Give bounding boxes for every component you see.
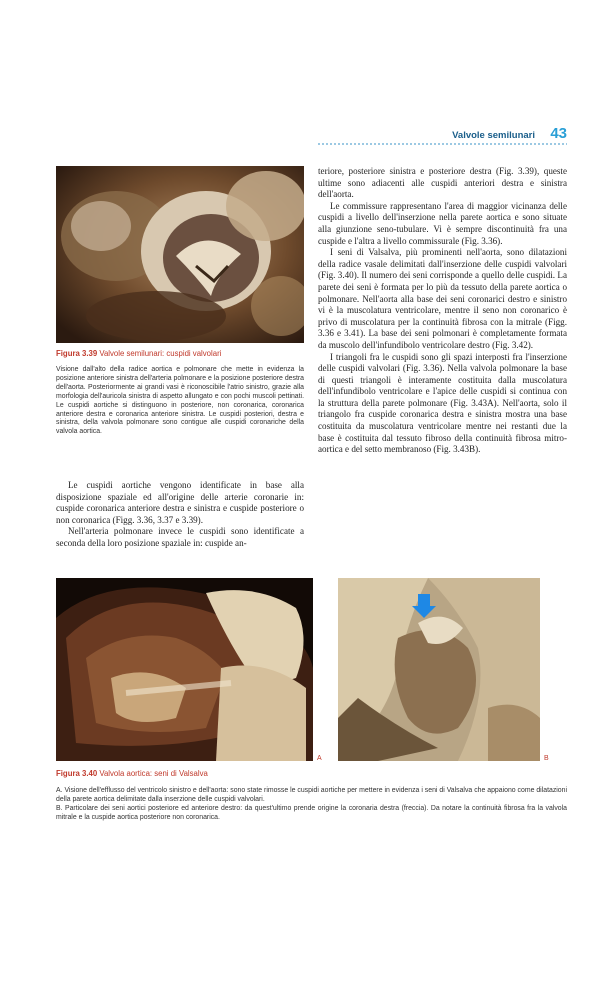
figure-3-40-description <box>56 787 567 823</box>
figure-3-40-description-a: A. Visione dell'efflusso del ventricolo sinistro e dell'aorta: sono state rimosse le cuspidi aortiche per mettere in evidenza i seni di Valsalva che appaiono come dilatazioni della parete aortica delimitate dalla inserzione delle cuspidi valvolari. <box>56 787 567 803</box>
figure-3-40-panel-b-letter: B <box>544 755 549 762</box>
figure-3-39-description <box>56 366 304 437</box>
figure-3-40-label: Figura 3.40 <box>56 769 98 778</box>
right-column <box>318 166 567 456</box>
figure-3-40-photo-b <box>338 578 540 761</box>
right-paragraph-2: Le commissure rappresentano l'area di maggior vicinanza delle cuspidi a livello dell'inserzione nella parete aortica e sono situate alla giunzione seno-tubulare. Vi è sempre discontinuità fra una cuspide e l'altra a livello commissurale (Fig. 3.36). <box>318 200 567 246</box>
right-paragraph-1: teriore, posteriore sinistra e posteriore destra (Fig. 3.39), queste ultime sono adiacenti alle cuspidi anteriori destra e sinistra dell'aorta. <box>318 166 567 200</box>
figure-3-40-photo-a <box>56 578 313 761</box>
left-paragraph-2: Nell'arteria polmonare invece le cuspidi sono identificate a seconda della loro posizione spaziale in: cuspide an- <box>56 526 304 548</box>
right-paragraph-4: I triangoli fra le cuspidi sono gli spazi interposti fra l'inserzione delle cuspidi valvolari (Fig. 3.36). Nella valvola polmonare la base di questi triangoli è interamente costituita dalla muscolatura dell'infundibolo ventricolare e l'apice delle cuspidi si continua con la struttura della parete polmonare (Fig. 3.43A). Nell'aorta, solo il triangolo fra cuspide coronarica destra e sinistra mostra una base costituita da muscolatura ventricolare mentre nei restanti due la base è costituita dal tessuto fibroso della continuità fibrosa mitro-aortica e del setto membranoso (Fig. 3.43B). <box>318 351 567 455</box>
left-paragraph-1: Le cuspidi aortiche vengono identificate in base alla disposizione spaziale ed all'origine delle arterie coronarie in: cuspide coronarica anteriore destra e sinistra e cuspide posteriore o non coronarica (Figg. 3.36, 3.37 e 3.39). <box>56 480 304 525</box>
page-number: 43 <box>550 125 567 142</box>
left-column <box>56 480 304 550</box>
figure-3-39-caption-title <box>56 349 221 358</box>
figure-3-39-label: Figura 3.39 <box>56 349 98 358</box>
running-header <box>0 127 605 147</box>
figure-3-40-title: Valvola aortica: seni di Valsalva <box>99 769 208 778</box>
figure-3-39-photo <box>56 166 304 343</box>
figure-3-40-description-b: B. Particolare dei seni aortici posteriore ed anteriore destro: da quest'ultimo prende origine la coronaria destra (freccia). Da notare la continuità fibrosa fra la valvola mitrale e la cuspide aortica posteriore non coronarica. <box>56 804 567 821</box>
figure-3-39-title: Valvole semilunari: cuspidi valvolari <box>99 349 222 358</box>
figure-3-40-caption-title <box>56 769 208 778</box>
right-paragraph-3: I seni di Valsalva, più prominenti nell'aorta, sono dilatazioni della radice vasale delimitati dall'inserzione delle cuspidi valvolari (Fig. 3.40). Il numero dei seni corrisponde a quello delle cuspidi. La parete dei seni è formata per lo più da tessuto della parete aortica o polmonare. Nell'aorta alla base dei seni coronarici destro e sinistro vi è la muscolatura ventricolare, mentre il seno non coronarico è privo di muscolatura per la continuità fibrosa con la mitrale (Figg. 3.36 e 3.41). La base dei seni polmonari è completamente formata da muscolo dell'infundibolo ventricolare destro (Fig. 3.42). <box>318 247 567 350</box>
header-rule <box>318 143 567 145</box>
figure-3-39-description-text: Visione dall'alto della radice aortica e polmonare che mette in evidenza la posizione anteriore sinistra dell'arteria polmonare e la posizione posteriore destra dell'aorta. Posteriormente ai grandi vasi è riconoscibile l'atrio sinistro, grazie alla morfologia dell'auricola sinistra di aspetto allungato e con pochi muscoli pettinati. Le cuspidi aortiche si distinguono in posteriore, non coronarica, coronarica anteriore destra e coronarica anteriore sinistra. Le cuspidi posteriori, destra e sinistra, della valvola polmonare sono contigue alle cuspidi coronariche della valvola aortica. <box>56 366 304 436</box>
section-title: Valvole semilunari <box>452 130 535 141</box>
figure-3-40-panel-a-letter: A <box>317 755 322 762</box>
